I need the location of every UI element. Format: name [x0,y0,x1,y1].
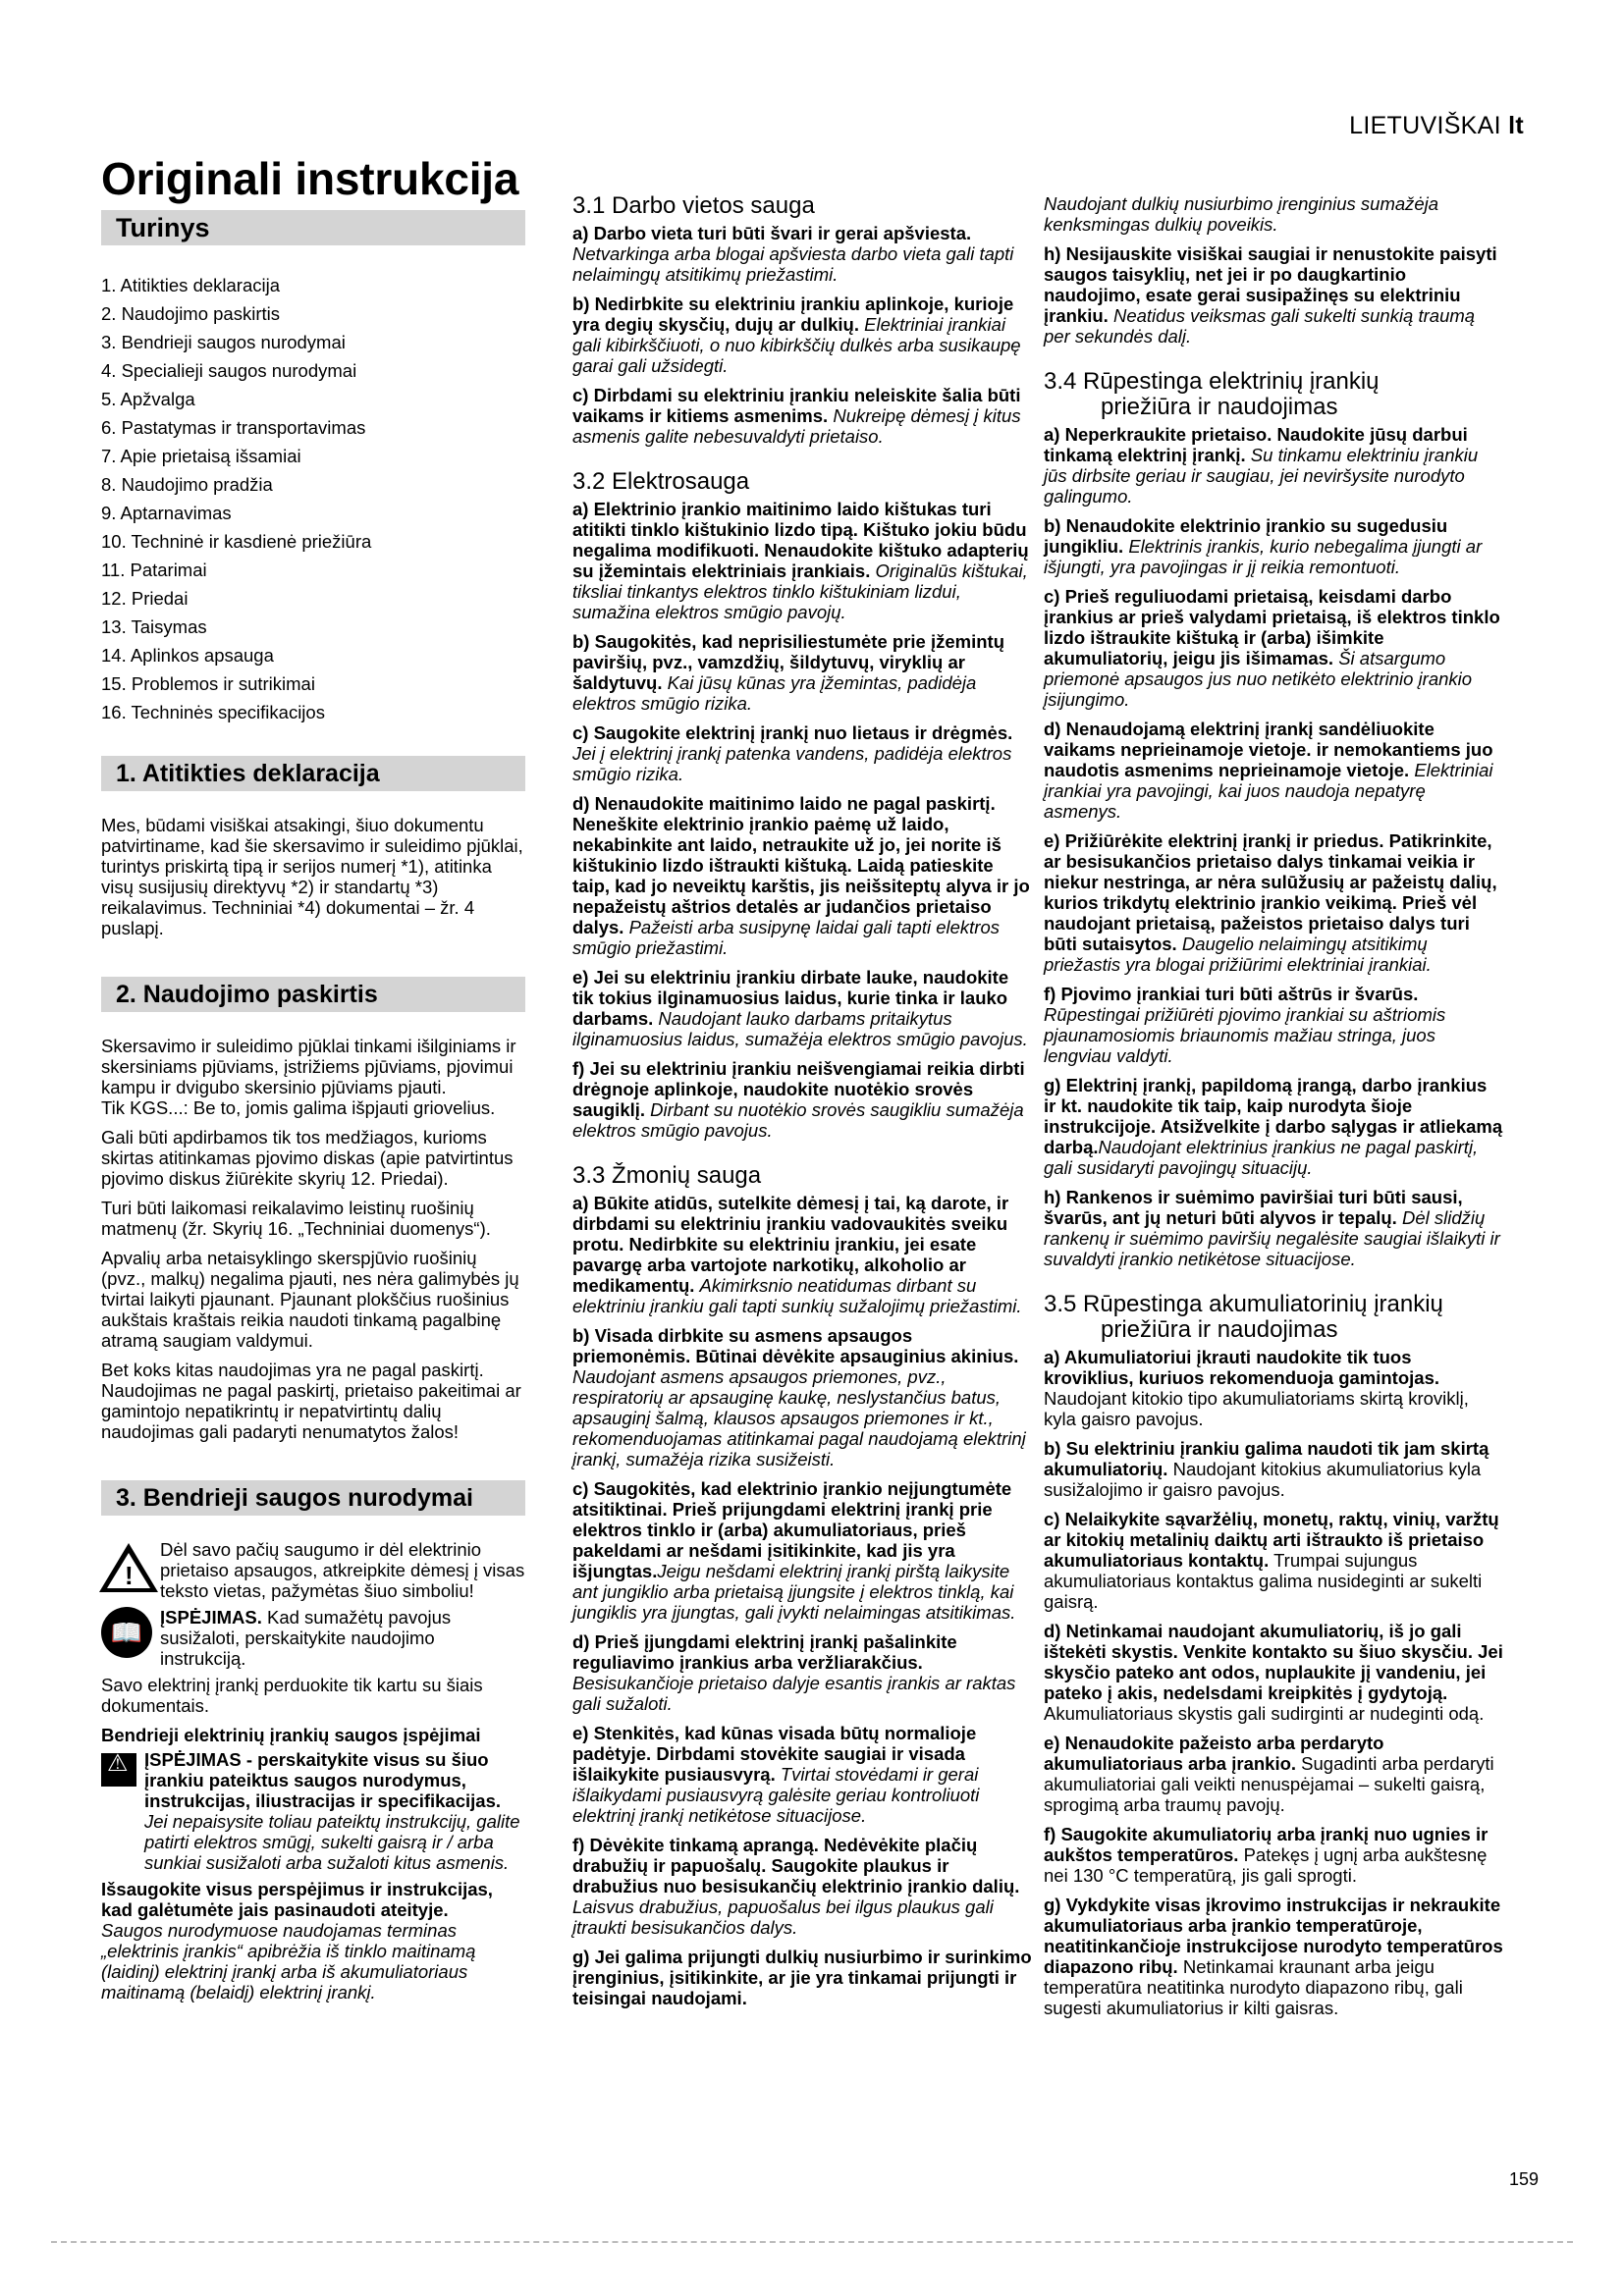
toc-item: 15. Problemos ir sutrikimai [101,673,315,694]
section-1-text: Mes, būdami visiškai atsakingi, šiuo dokumentu patvirtiname, kad šie skersavimo ir suleidimo pjūklai, turintys priskirtą tipą ir serijos numerį *1), atitinka visų susijusių direktyvų *2) ir standartų *3) reikalavimus. Techniniai *4) dokumentai – žr. 4 puslapį. [101,815,523,938]
toc-item: 13. Taisymas [101,616,207,637]
s2-paragraph: Turi būti laikomasi reikalavimo leistinų ruošinių matmenų (žr. Skyrių 16. „Techniniai duomenys“). [101,1198,491,1239]
rule: b) Nenaudokite elektrinio įrankio su sugedusiu jungikliu. Elektrinis įrankis, kurio nebegalima įjungti ar išjungti, yra pavojingas ir jį reikia remontuoti. [1044,515,1483,577]
manual-warning-text: Kad sumažėtų pavojus susižaloti, perskaitykite naudojimo instrukciją. [160,1607,452,1669]
toc-item: 6. Pastatymas ir transportavimas [101,417,366,438]
rule-continued: Naudojant dulkių nusiurbimo įrenginius sumažėja kenksmingas dulkių poveikis. [1044,193,1439,235]
rule: e) Prižiūrėkite elektrinį įrankį ir priedus. Patikrinkite, ar besisukančios prietaiso dalys tinkamai veikia ir niekur nestringa, ar nėra sulūžusių ar pažeistų dalių, kurios trikdytų elektrinio įrankio veikimą. Prieš vėl naudojant prietaisą, pažeistos prietaiso dalys turi būti sutaisytos. Daugelio nelaimingų atsitikimų priežastis yra blogai prižiūrimi elektriniai įrankiai. [1044,830,1497,975]
rule: a) Akumuliatoriui įkrauti naudokite tik tuos kroviklius, kuriuos rekomenduoja gamintojas. Naudojant kitokio tipo akumuliatoriams skirtą kroviklį, kyla gaisro pavojus. [1044,1347,1469,1429]
section-3-1-heading: 3.1 Darbo vietos sauga [572,192,815,219]
rule: e) Jei su elektriniu įrankiu dirbate lauke, naudokite tik tokius ilginamuosius laidus, kurie tinka ir lauko darbams. Naudojant lauko darbams pritaikytus ilginamuosius laidus, sumažėja elektros smūgio pavojus. [572,967,1028,1049]
rule: c) Saugokitės, kad elektrinio įrankio neįjungtumėte atsitiktinai. Prieš prijungdami elektrinį įrankį prie elektros tinklo ir (arba) akumuliatoriaus, prieš pakeldami ar nešdami įsitikinkite, kad jis yra išjungtas.Jeigu nešdami elektrinį įrankį pirštą laikysite ant jungiklio arba prietaisą įjungsite į elektros tinklą, kai jungiklis yra įjungtas, gali įvykti nelaimingas atsitikimas. [572,1478,1016,1623]
general-warning [101,1749,525,1873]
manual-text [160,1607,525,1669]
rule: d) Netinkamai naudojant akumuliatorių, iš jo gali ištekėti skystis. Venkite kontakto su šiuo skysčiu. Jei skysčio pateko ant odos, nuplaukite jį vandeniu, jei pateko į akis, nedelsdami kreipkitės į gydytoją. Akumuliatoriaus skystis gali sudirginti ar nudeginti odą. [1044,1621,1503,1724]
toc-item: 7. Apie prietaisą išsamiai [101,446,301,466]
toc-item: 12. Priedai [101,588,189,609]
rule: c) Saugokite elektrinį įrankį nuo lietaus ir drėgmės. Jei į elektrinį įrankį patenka vandens, padidėja elektros smūgio rizika. [572,722,1013,784]
s2-paragraph: Tik KGS...: Be to, jomis galima išpjauti griovelius. [101,1097,496,1118]
toc-item: 1. Atitikties deklaracija [101,275,281,295]
rule: g) Vykdykite visas įkrovimo instrukcijas ir nekraukite akumuliatoriaus arba įrankio temperatūroje, neatitinkančioje instrukcijose nurodyto temperatūros diapazono ribų. Netinkamai kraunant arba jeigu temperatūra neatitinka nurodyto diapazono ribų, gali sugesti akumuliatorius ir kilti gaisras. [1044,1895,1503,2018]
toc-item: 3. Bendrieji saugos nurodymai [101,332,346,352]
rule: c) Prieš reguliuodami prietaisą, keisdami darbo įrankius ar prieš valydami prietaisą, iš elektros tinklo lizdo ištraukite kištuką ir (arba) išimkite akumuliatorių, jeigu jis išimamas. Ši atsargumo priemonė apsaugos jus nuo netikėto elektrinio įrankio įsijungimo. [1044,586,1500,710]
rule: a) Elektrinio įrankio maitinimo laido kištukas turi atitikti tinklo kištukinio lizdo tipą. Kištuko jokiu būdu negalima modifikuoti. Nenaudokite kištuko adapterių su įžemintais elektriniais įrankiais. Originalūs kištukai, tiksliai tinkantys elektros tinklo kištukiniam lizdui, sumažina elektros smūgio pavojų. [572,499,1029,622]
s2-paragraph: Apvalių arba netaisyklingo skerspjūvio ruošinių (pvz., malkų) negalima pjauti, nes nėra galimybės jų tvirtai laikyti pjaunant. Pjaunant plokščius ruošinius aukštais kraštais reikia naudoti tinkamą pagalbinę atramą saugiam valdymui. [101,1248,519,1351]
header-language: LIETUVIŠKAI [1349,112,1501,139]
table-of-contents [101,271,525,726]
toc-item: 16. Techninės specifikacijos [101,702,325,722]
page-number: 159 [1509,2169,1540,2189]
s2-paragraph: Skersavimo ir suleidimo pjūklai tinkami išilginiams ir skersiniams pjūviams, įstrižiems pjūviams, pjovimui kampu ir dvigubo skersinio pjūviams pjauti. [101,1036,516,1097]
s2-paragraph: Bet koks kitas naudojimas yra ne pagal paskirtį. Naudojimas ne pagal paskirtį, prietaiso pakeitimai ar gamintojo nepatikrintų ir nepatvirtintų dalių naudojimas gali padaryti nenumatytos žalos! [101,1360,521,1442]
section-2-heading: 2. Naudojimo paskirtis [101,977,525,1012]
rule: d) Prieš įjungdami elektrinį įrankį pašalinkite reguliavimo įrankius arba veržliarakčius. Besisukančioje prietaiso dalyje esantis įrankis ar raktas gali sužaloti. [572,1631,1016,1714]
document-title: Originali instrukcija [101,153,519,204]
toc-item: 14. Aplinkos apsauga [101,645,274,666]
section-1-heading: 1. Atitikties deklaracija [101,756,525,791]
rule: c) Dirbdami su elektriniu įrankiu neleiskite šalia būti vaikams ir kitiems asmenims. Nukreipę dėmesį į kitus asmenis galite nebesuvaldyti prietaiso. [572,385,1021,447]
section-3-5-heading: 3.5 Rūpestinga akumuliatorinių įrankių priežiūra ir naudojimas [1044,1291,1443,1343]
section-3-4-heading: 3.4 Rūpestinga elektrinių įrankių priežiūra ir naudojimas [1044,368,1380,420]
rule: e) Stenkitės, kad kūnas visada būtų normalioje padėtyje. Dirbdami stovėkite saugiai ir visada išlaikykite pusiausvyrą. Tvirtai stovėdami ir gerai išlaikydami pusiausvyrą galėsite geriau kontroliuoti elektrinį įrankį netikėtose situacijose. [572,1723,980,1826]
rule: f) Pjovimo įrankiai turi būti aštrūs ir švarūs. Rūpestingai prižiūrėti pjovimo įrankiai su aštriomis pjaunamosiomis briaunomis mažiau stringa, juos lengviau valdyti. [1044,984,1446,1066]
toc-item: 11. Patarimai [101,560,207,580]
read-manual-icon: 📖 [101,1607,152,1658]
manual-warning-label: ĮSPĖJIMAS. [160,1607,262,1628]
page-header [1349,112,1524,139]
section-3-2-heading: 3.2 Elektrosauga [572,468,750,495]
page-divider [51,2241,1573,2243]
rule: f) Dėvėkite tinkamą aprangą. Nedėvėkite plačių drabužių ir papuošalų. Saugokite plaukus ir drabužius nuo besisukančių elektrinio įrankio dalių. Laisvus drabužius, papuošalus bei ilgus plaukus gali įtraukti besisukančios dalys. [572,1835,1020,1938]
general-warning-text [144,1749,525,1873]
general-warnings-heading: Bendrieji elektrinių įrankių saugos įspėjimai [101,1725,481,1745]
toc-heading: Turinys [101,210,525,245]
keep-instructions: Išsaugokite visus perspėjimus ir instrukcijas, kad galėtumėte jais pasinaudoti ateityje. [101,1879,493,1920]
term-definition: Saugos nurodymuose naudojamas terminas „elektrinis įrankis“ apibrėžia iš tinklo maitinamą (laidinį) elektrinį įrankį arba iš akumuliatoriaus maitinamą (belaidį) elektrinį įrankį. [101,1920,476,2002]
rule: c) Nelaikykite sąvaržėlių, monetų, raktų, vinių, varžtų ar kitokių metalinių daiktų arti ištraukto iš prietaiso akumuliatoriaus kontaktų. Trumpai sujungus akumuliatoriaus kontaktus galima nusideginti ar sukelti gaisrą. [1044,1509,1499,1612]
toc-item: 10. Techninė ir kasdienė priežiūra [101,531,372,552]
rule: b) Visada dirbkite su asmens apsaugos priemonėmis. Būtinai dėvėkite apsauginius akinius. Naudojant asmens apsaugos priemones, pvz., respiratorių ar apsauginę kaukę, neslystančius batus, apsauginį šalmą, klausos apsaugos priemones ir kt., rekomenduojamas atitinkamai pagal naudojamą elektrinį įrankį, sumažėja rizika susižeisti. [572,1325,1026,1469]
rule: b) Nedirbkite su elektriniu įrankiu aplinkoje, kurioje yra degių skysčių, dujų ar dulkių. Elektriniai įrankiai gali kibirkščiuoti, o nuo kibirkščių dulkės arba susikaupę garai gali užsidegti. [572,294,1021,376]
rule: a) Darbo vieta turi būti švari ir gerai apšviesta. Netvarkinga arba blogai apšviesta darbo vieta gali tapti nelaimingų atsitikimų priežastimi. [572,223,1014,285]
header-code: lt [1508,112,1524,139]
section-3-3-heading: 3.3 Žmonių sauga [572,1162,762,1189]
middle-column [572,193,1034,2017]
warning-text: Dėl savo pačių saugumo ir dėl elektrinio prietaiso apsaugos, atkreipkite dėmesį į visas teksto vietas, pažymėtas šiuo simboliu! [160,1539,525,1601]
rule: f) Jei su elektriniu įrankiu neišvengiamai reikia dirbti drėgnoje aplinkoje, naudokite nuotėkio srovės saugiklį. Dirbant su nuotėkio srovės saugikliu sumažėja elektros smūgio pavojus. [572,1058,1025,1141]
toc-item: 4. Specialieji saugos nurodymai [101,360,357,381]
rule: f) Saugokite akumuliatorių arba įrankį nuo ugnies ir aukštos temperatūros. Patekęs į ugnį arba aukštesnę nei 130 °C temperatūrą, jis gali sprogti. [1044,1824,1489,1886]
warning-triangle-icon: ! [101,1539,152,1590]
rule: a) Būkite atidūs, sutelkite dėmesį į tai, ką darote, ir dirbdami su elektriniu įrankiu vadovaukitės sveiku protu. Nedirbkite su elektriniu įrankiu, jei esate pavargę arba vartojote narkotikų, alkoholio ar medikamentų. Akimirksnio neatidumas dirbant su elektriniu įrankiu gali tapti sunkių sužalojimų priežastimi. [572,1193,1022,1316]
toc-item: 8. Naudojimo pradžia [101,474,273,495]
toc-item: 2. Naudojimo paskirtis [101,303,280,324]
right-column [1044,193,1503,2027]
warning-note [101,1539,525,1601]
toc-item: 5. Apžvalga [101,389,195,409]
rule: e) Nenaudokite pažeisto arba perdaryto akumuliatoriaus arba įrankio. Sugadinti arba perdaryti akumuliatoriai gali veikti nenuspėjamai – sukelti gaisrą, sprogimą arba traumų pavojų. [1044,1733,1494,1815]
rule: b) Su elektriniu įrankiu galima naudoti tik jam skirtą akumuliatorių. Naudojant kitokius akumuliatorius kyla susižalojimo ir gaisro pavojus. [1044,1438,1489,1500]
rule: h) Nesijauskite visiškai saugiai ir nenustokite paisyti saugos taisyklių, net jei ir po daugkartinio naudojimo, esate gerai susipažinęs su elektriniu įrankiu. Neatidus veiksmas gali sukelti sunkią traumą per sekundės dalį. [1044,243,1497,347]
rule: b) Saugokitės, kad neprisiliestumėte prie įžemintų paviršių, pvz., vamzdžių, šildytuvų, viryklių ar šaldytuvų. Kai jūsų kūnas yra įžemintas, padidėja elektros smūgio rizika. [572,631,1004,714]
rule: d) Nenaudojamą elektrinį įrankį sandėliuokite vaikams neprieinamoje vietoje. ir nemokantiems juo naudotis asmenims neprieinamoje vietoje. Elektriniai įrankiai yra pavojingi, kai juos naudoja nepatyrę asmenys. [1044,719,1493,822]
warning-icon [101,1753,136,1787]
rule: d) Nenaudokite maitinimo laido ne pagal paskirtį. Neneškite elektrinio įrankio paėmę už laido, nekabinkite ant laido, netraukite už jo, jei norite iš kištukinio lizdo ištraukti kištuką. Laidą patieskite taip, kad jo neveiktų karštis, jis neišsiteptų alyva ir jo nepažeistų aštrios detalės ar judančios prietaiso dalys. Pažeisti arba susipynę laidai gali tapti elektros smūgio priežastimi. [572,793,1030,958]
rule: g) Elektrinį įrankį, papildomą įrangą, darbo įrankius ir kt. naudokite tik taip, kaip nurodyta šioje instrukcijoje. Atsižvelkite į darbo sąlygas ir atliekamą darbą.Naudojant elektrinius įrankius ne pagal paskirtį, gali susidaryti pavojingų situacijų. [1044,1075,1503,1178]
rule: a) Neperkraukite prietaiso. Naudokite jūsų darbui tinkamą elektrinį įrankį. Su tinkamu elektriniu įrankiu jūs dirbsite geriau ir saugiau, jei neviršysite nurodyto galingumo. [1044,424,1479,507]
general-warning-italic: Jei nepaisysite toliau pateiktų instrukcijų, galite patirti elektros smūgį, sukelti gaisrą ir / arba sunkiai susižaloti arba sužaloti kitus asmenis. [144,1811,520,1873]
rule: h) Rankenos ir suėmimo paviršiai turi būti sausi, švarūs, ant jų neturi būti alyvos ir tepalų. Dėl slidžių rankenų ir suėmimo paviršių negalėsite saugiai išlaikyti ir suvaldyti įrankio netikėtose situacijose. [1044,1187,1500,1269]
rule: g) Jei galima prijungti dulkių nusiurbimo ir surinkimo įrenginius, įsitikinkite, ar jie yra tinkamai prijungti ir teisingai naudojami. [572,1947,1032,2008]
left-column [101,155,525,2011]
handover-text: Savo elektrinį įrankį perduokite tik kartu su šiais dokumentais. [101,1675,483,1716]
toc-item: 9. Aptarnavimas [101,503,232,523]
s2-paragraph: Gali būti apdirbamos tik tos medžiagos, kurioms skirtas atitinkamas pjovimo diskas (apie patvirtintus pjovimo diskus žiūrėkite skyrių 12. Priedai). [101,1127,514,1189]
section-3-heading: 3. Bendrieji saugos nurodymai [101,1480,525,1516]
manual-note [101,1607,525,1669]
general-warning-bold: ĮSPĖJIMAS - perskaitykite visus su šiuo įrankiu pateiktus saugos nurodymus, instrukcijas, iliustracijas ir specifikacijas. [144,1749,501,1811]
